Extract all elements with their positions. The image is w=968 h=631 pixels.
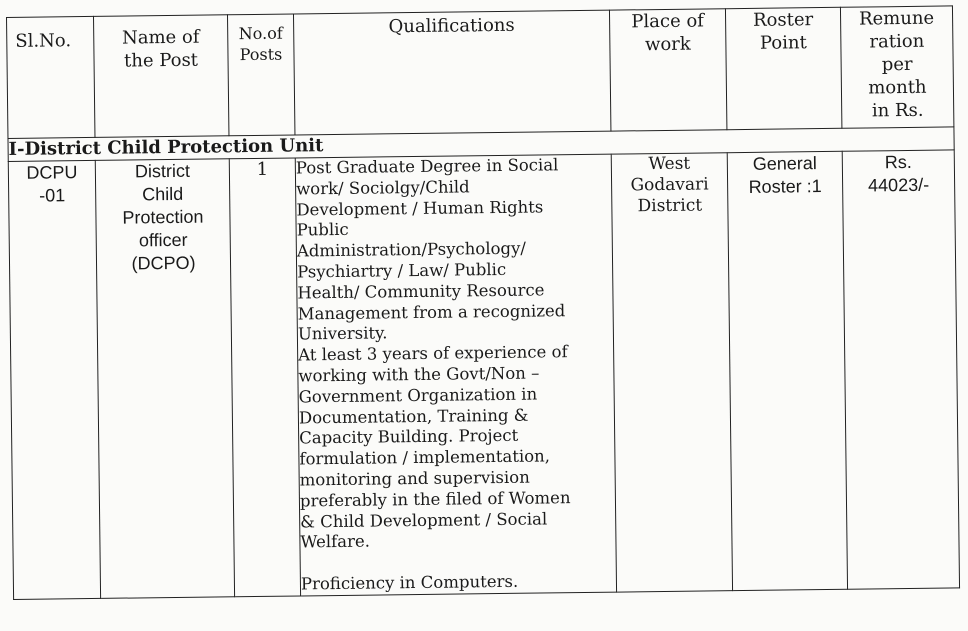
header-no-of-posts <box>227 14 294 136</box>
header-roster-point <box>725 7 841 129</box>
roster-line-2: Roster :1 <box>748 176 822 197</box>
table-row <box>8 150 959 599</box>
cell-place-of-work <box>611 153 732 592</box>
post-name-line-1: District <box>134 160 191 182</box>
header-rem-line-4: month <box>868 76 927 99</box>
qualification-computers: Proficiency in Computers. <box>300 571 519 594</box>
header-roster-line-1: Roster <box>752 9 814 31</box>
header-name-of-post <box>93 15 228 138</box>
header-posts-line-1: No.of <box>238 23 283 44</box>
sl-no-line-2: -01 <box>39 185 66 206</box>
post-name-line-2: Child <box>142 183 184 205</box>
header-rem-line-1: Remune <box>858 7 935 30</box>
header-place-line-2: work <box>644 33 691 56</box>
table-header-row <box>7 6 954 139</box>
header-rem-line-2: ration <box>869 30 925 53</box>
post-name-line-3: Protection <box>122 206 204 228</box>
header-name-line-1: Name of <box>121 26 200 49</box>
header-place-line-1: Place of <box>631 10 705 33</box>
cell-qualifications <box>295 154 616 596</box>
cell-no-of-posts: 1 <box>229 158 300 597</box>
remuneration-line-2: 44023/- <box>867 174 930 196</box>
post-name-line-4: officer <box>138 229 188 251</box>
header-roster-line-2: Point <box>759 32 807 54</box>
remuneration-line-1: Rs. <box>884 151 912 173</box>
roster-line-1: General <box>752 153 817 174</box>
header-sl-no-text: Sl.No. <box>15 30 72 52</box>
section-title: I-District Child Protection Unit <box>8 127 954 162</box>
cell-remuneration <box>842 150 959 589</box>
place-line-2: Godavari <box>630 174 709 196</box>
header-posts-line-2: Posts <box>239 44 283 65</box>
header-sl-no <box>7 16 95 138</box>
qualification-experience: At least 3 years of experience of working with the Govt/Non – Government Organization in Documentation, Training & Capacity Building. Project formulation / implementation, monitoring and supervision preferably in the filed of Women & Child Development / Social Welfare. <box>298 342 571 552</box>
cell-roster-point <box>727 151 847 590</box>
header-qualifications <box>293 10 610 135</box>
qualification-degree: Post Graduate Degree in Social work/ Sociolgy/Child Development / Human Rights Public Administration/Psychology/ Psychiartry / Law/ Public Health/ Community Resource Management from a recognized University. <box>295 155 566 344</box>
header-rem-line-3: per <box>881 53 913 76</box>
cell-name-of-post <box>95 159 234 598</box>
header-name-line-2: the Post <box>123 49 199 72</box>
sl-no-line-1: DCPU <box>26 162 78 183</box>
header-remuneration <box>840 6 953 128</box>
place-line-1: West <box>648 153 691 175</box>
header-place-of-work <box>609 9 726 131</box>
recruitment-table <box>6 5 960 599</box>
cell-sl-no <box>8 160 100 599</box>
post-name-line-5: (DCPO) <box>131 252 196 274</box>
header-rem-line-5: in Rs. <box>871 99 924 122</box>
place-line-3: District <box>637 195 703 217</box>
header-qualifications-text: Qualifications <box>388 14 515 38</box>
